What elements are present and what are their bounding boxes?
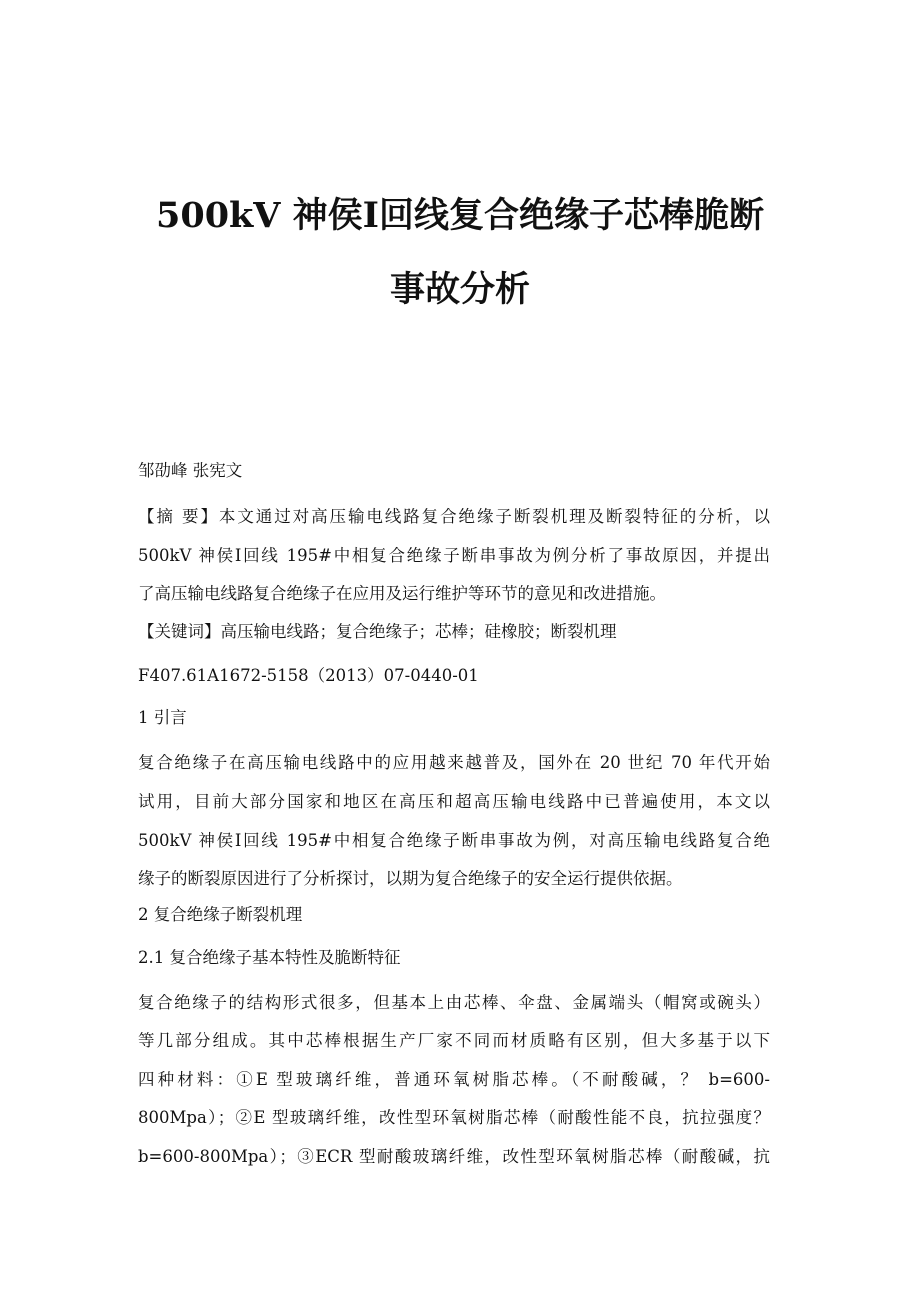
abstract-line: 了高压输电线路复合绝缘子在应用及运行维护等环节的意见和改进措施。 bbox=[138, 584, 666, 603]
body-line: b=600-800Mpa）；③ECR 型耐酸玻璃纤维，改性型环氧树脂芯棒（耐酸碱，抗 bbox=[138, 1147, 770, 1166]
body-line: 800Mpa）；②E 型玻璃纤维，改性型环氧树脂芯棒（耐酸性能不良，抗拉强度？ bbox=[138, 1108, 770, 1127]
body-line: 四种材料：①E 型玻璃纤维，普通环氧树脂芯棒。（不耐酸碱，？ b=600- bbox=[138, 1070, 770, 1089]
keywords: 【关键词】高压输电线路；复合绝缘子；芯棒；硅橡胶；断裂机理 bbox=[138, 622, 617, 641]
body-line: 试用，目前大部分国家和地区在高压和超高压输电线路中已普遍使用，本文以 bbox=[138, 792, 770, 811]
body-line: 等几部分组成。其中芯棒根据生产厂家不同而材质略有区别，但大多基于以下 bbox=[138, 1031, 770, 1050]
section-heading: 1 引言 bbox=[138, 708, 187, 727]
body-line: 复合绝缘子的结构形式很多，但基本上由芯棒、伞盘、金属端头（帽窝或碗头） bbox=[138, 993, 770, 1012]
document-title-line-1: 500kV 神侯Ⅰ回线复合绝缘子芯棒脆断 bbox=[155, 195, 765, 236]
section-heading: 2 复合绝缘子断裂机理 bbox=[138, 905, 303, 924]
abstract-line: 500kV 神侯Ⅰ回线 195#中相复合绝缘子断串事故为例分析了事故原因，并提出 bbox=[138, 546, 770, 565]
subsection-heading: 2.1 复合绝缘子基本特性及脆断特征 bbox=[138, 948, 401, 967]
body-line: 缘子的断裂原因进行了分析探讨，以期为复合绝缘子的安全运行提供依据。 bbox=[138, 869, 683, 888]
authors: 邹劭峰 张宪文 bbox=[138, 461, 243, 480]
classification-code: F407.61A1672-5158（2013）07-0440-01 bbox=[138, 666, 479, 685]
document-title-line-2: 事故分析 bbox=[389, 269, 530, 310]
abstract-line: 【摘 要】本文通过对高压输电线路复合绝缘子断裂机理及断裂特征的分析，以 bbox=[138, 507, 770, 526]
body-line: 复合绝缘子在高压输电线路中的应用越来越普及，国外在 20 世纪 70 年代开始 bbox=[138, 753, 770, 772]
body-line: 500kV 神侯Ⅰ回线 195#中相复合绝缘子断串事故为例，对高压输电线路复合绝 bbox=[138, 831, 770, 850]
